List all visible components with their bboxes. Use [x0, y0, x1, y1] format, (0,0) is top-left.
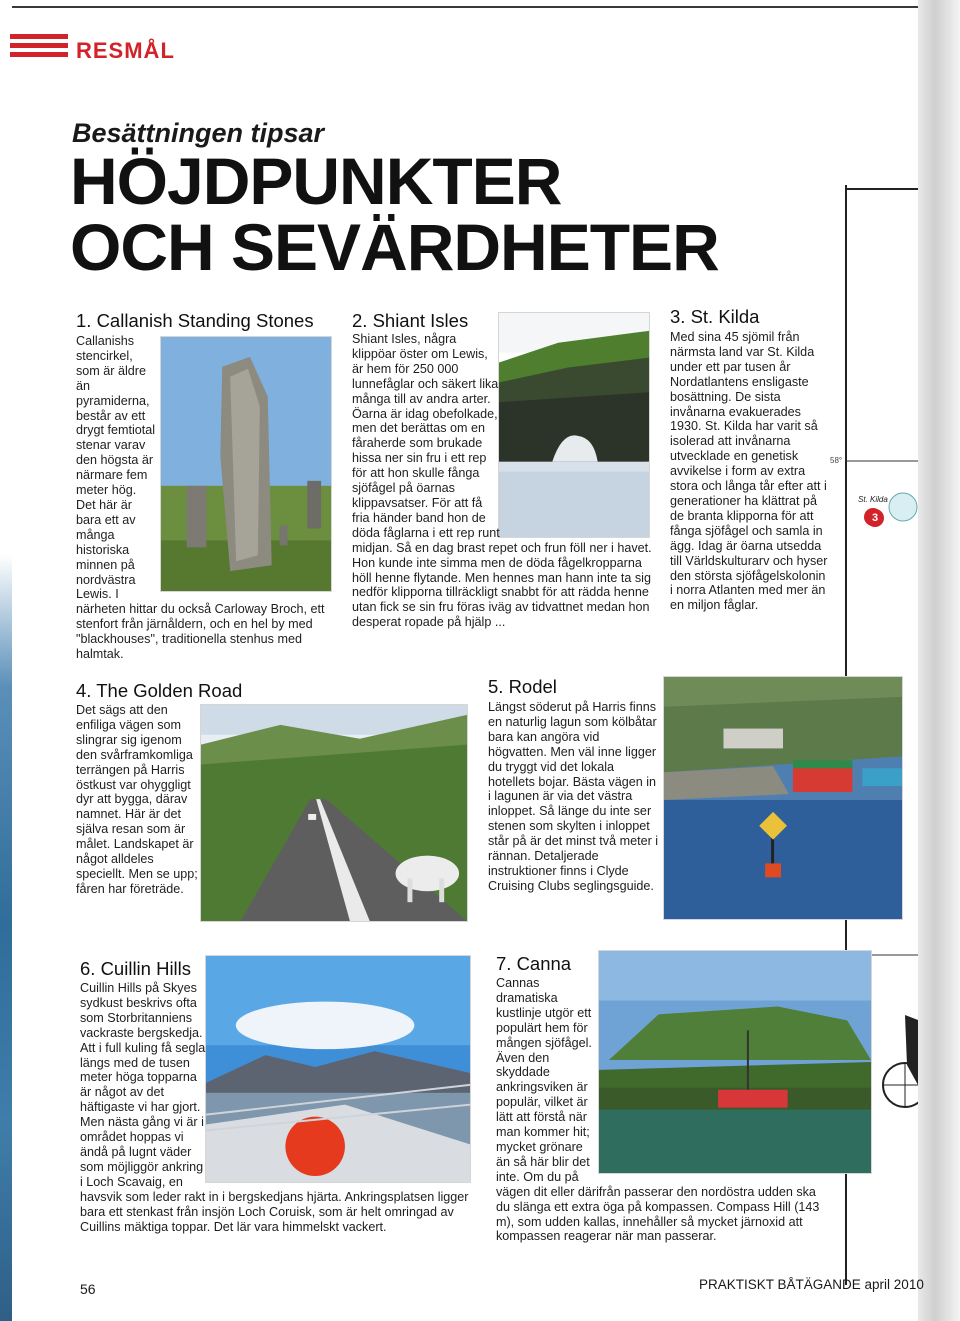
article-cuillin-flow	[80, 981, 476, 1234]
article-canna-flow	[496, 976, 826, 1244]
photo-float-spacer	[158, 334, 334, 592]
photo-float-spacer	[600, 976, 826, 1174]
article-title: 6. Cuillin Hills	[80, 958, 192, 979]
article-body: Längst söderut på Harris finns en naturlig lagun som kölbåtar bara kan angöra vid högvatten. Men väl inne ligger du tryggt vid det lokala hotellets bojar. Bästa vägen in i lagunen är via det västra inloppet. Så länge du inte ser stenen som skylten i inloppet står på är det minst två meter i rännan. Detaljerade instruktioner finns i Clyde Cruising Clubs seglingsguide.	[488, 700, 659, 893]
article-title: 7. Canna	[496, 953, 572, 974]
map-label-st-kilda: St. Kilda	[858, 495, 888, 504]
section-tag: RESMÅL	[76, 38, 175, 63]
article-title: 3. St. Kilda	[670, 306, 760, 327]
page-title	[70, 144, 719, 284]
page-number: 56	[80, 1281, 96, 1297]
golden-road-text: Det sägs att den enfiliga vägen som slingrar sig igenom den svårframkomliga terrängen på Harris östkust var ohyggligt dyr att bygga, därav namnet. Här är det själva resan som är målet. Landskapet är något alldeles speciellt. Men se upp; fåren har företräde.	[76, 703, 198, 896]
article-golden-road-flow	[76, 703, 472, 925]
flag-stripes-icon	[10, 34, 68, 66]
article-body-shiant	[352, 332, 652, 630]
page-title-line-2: OCH SEVÄRDHETER	[70, 210, 719, 284]
article-st-kilda	[670, 306, 830, 613]
top-rule	[12, 6, 918, 8]
photo-float-spacer	[206, 981, 476, 1181]
map-latitude-tick: 58°	[830, 456, 843, 465]
article-title: 4. The Golden Road	[76, 680, 243, 701]
article-title: 5. Rodel	[488, 676, 557, 697]
article-body-callanish	[76, 334, 334, 662]
article-shiant-flow	[352, 332, 652, 630]
magazine-footer: PRAKTISKT BÅTÄGANDE april 2010	[699, 1277, 924, 1292]
page-title-line-1: HÖJDPUNKTER	[70, 144, 562, 218]
page-edge-right	[918, 0, 960, 1321]
photo-float-spacer	[502, 332, 652, 532]
article-rodel	[488, 676, 660, 894]
photo-harbour	[663, 676, 903, 920]
callanish-text: Callanishs stencirkel, som är äldre än pyramiderna, består av ett drygt femtiotal stenar varav den högsta är närmare fem meter hög. Det här är bara ett av många historiska minnen på nordvästra Lewis. I närheten hittar du också Carloway Broch, ett stenfort från järnåldern, och en hel by med "blackhouses", traditionella stenhus med halmtak.	[76, 334, 325, 662]
article-body-cuillin	[80, 981, 476, 1234]
article-golden-road	[76, 680, 476, 704]
shiant-text: Shiant Isles, några klippöar öster om Lewis, är hem för 250 000 lunnefåglar och säkert lika många till av andra arter. Öarna är idag obefolkade, men det berättas om en fåraherde som brukade hissa ner sin fru i ett rep för att hon skulle fånga sjöfågel på öarnas klippavsatser. För att få fria händer band hon de döda fåglarna i ett rep runt midjan. Så en dag brast repet och frun föll ner i havet. Hon kunde inte simma men de döda fågelkropparna höll henne flytande. Men hennes man hann inte ta sig nedför klipporna tillräckligt snabbt för att rädda henne utan fick se sin fru föras iväg av tidvattnet medan hon desperat ropade på hjälp ...	[352, 332, 652, 630]
article-callanish-flow	[76, 334, 334, 662]
page-edge-left	[0, 0, 12, 1321]
article-body-golden-road	[76, 703, 472, 897]
article-body-canna	[496, 976, 826, 1244]
kicker: Besättningen tipsar	[72, 118, 325, 148]
article-callanish	[76, 310, 334, 334]
map-marker-3: 3	[866, 509, 884, 527]
cuillin-text: Cuillin Hills på Skyes sydkust beskrivs ofta som Storbritanniens vackraste bergskedja. Att i full kuling få segla längs med de tusen meter höga topparna är något av det häftigaste vi har gjort. Men nästa gång vi är i området hoppas vi ändå på lugnt väder som möjliggör ankring i Loch Scavaig, en havsvik som leder rakt in i bergskedjans hjärta. Ankringsplatsen ligger bara ett stenkast från insjön Loch Coruisk, som är helt omringad av Cuillins mäktiga toppar. Det lär vara himmelskt vackert.	[80, 981, 469, 1234]
article-title: 2. Shiant Isles	[352, 310, 469, 331]
article-body: Med sina 45 sjömil från närmsta land var St. Kilda under ett par tusen år Nordatlantens ensligaste bosättning. De sista invånarna evakuerades 1930. St. Kilda har varit så isolerad att invånarna utvecklade en genetisk avvikelse i form av extra stora och långa tår efter att i generationer ha klättrat på de branta klipporna för att fånga sjöfågel och samla in ägg. Idag är öarna utsedda till Världskulturarv och hyser den största sjöfågelskolonin i norra Atlanten med mer än en miljon fåglar.	[670, 330, 828, 613]
canna-text: Cannas dramatiska kustlinje utgör ett populärt hem för mången sjöfågel. Även den skyddade ankringsviken är populär, vilket är lätt att förstå när man kommer hit; mycket grönare än så här blir det inte. Om du på vägen dit eller därifrån passerar den nordöstra udden ska du slänga ett extra öga på kompassen. Compass Hill (143 m), som udden kallas, innehåller så mycket järnoxid att kompassen reagerar när man passerar.	[496, 976, 820, 1244]
article-title: 1. Callanish Standing Stones	[76, 310, 314, 331]
photo-float-spacer	[200, 703, 472, 925]
